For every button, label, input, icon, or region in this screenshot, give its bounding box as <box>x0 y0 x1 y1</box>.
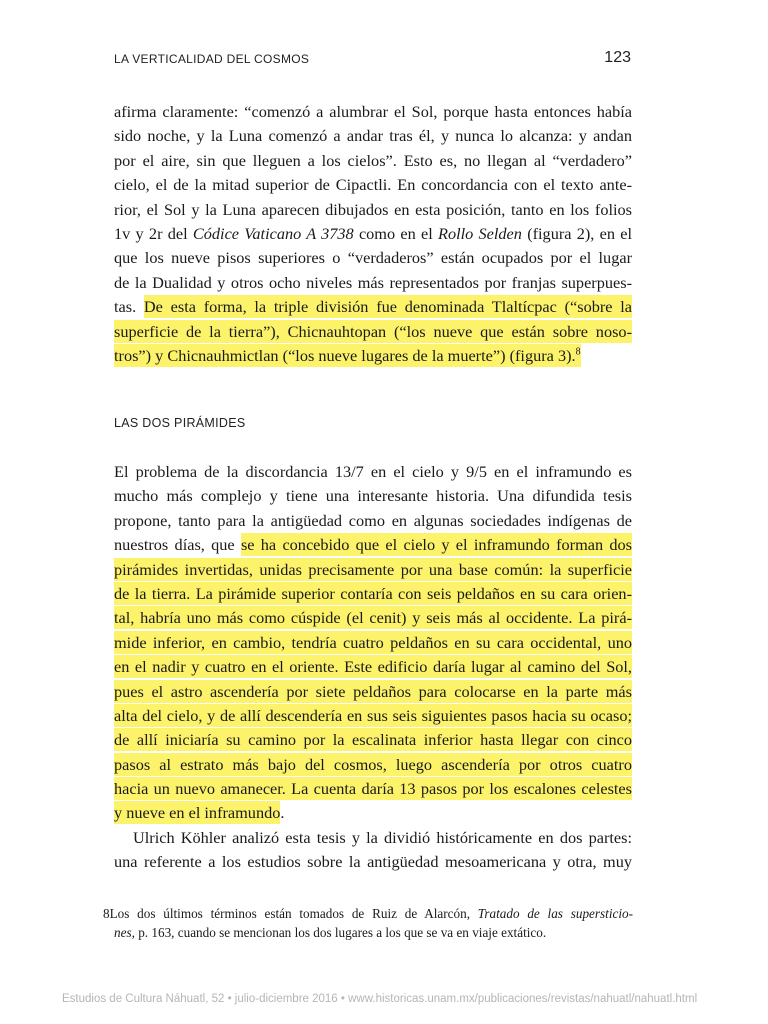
text-span: , p. 163, cuando se mencionan los dos lugares a los que se va en viaje extático. <box>131 925 547 940</box>
text-line <box>114 344 632 368</box>
text-line <box>114 558 632 582</box>
highlighted-text: y nueve en el inframundo <box>114 803 281 823</box>
highlighted-text: pues el astro ascendería por siete peldaños para colocarse en la parte más <box>114 681 632 701</box>
text-span: . <box>280 803 285 823</box>
text-line: sido noche, y la Luna comenzó a andar tras él, y nunca lo alcanza: y andan <box>114 126 632 146</box>
text-span: Ulrich Köhler analizó esta tesis y la dividió históricamente en dos partes: <box>133 828 632 847</box>
footnote-line <box>103 923 633 942</box>
highlighted-text: pirámides invertidas, unidas precisamente por una base común: la superficie <box>114 559 632 579</box>
text-line <box>114 631 632 655</box>
highlighted-text: alta del cielo, y de allí descendería en sus seis siguientes pasos hacia su ocaso; <box>114 705 632 725</box>
book-title-italic: nes <box>114 925 132 940</box>
text-line <box>114 320 632 344</box>
highlighted-text: en el nadir y cuatro en el oriente. Este edificio daría lugar al camino del Sol, <box>114 657 632 677</box>
running-head: LA VERTICALIDAD DEL COSMOS <box>114 52 310 66</box>
text-line <box>114 655 632 679</box>
text-line <box>114 826 632 850</box>
text-span: (figura 2), en el <box>521 223 633 243</box>
highlighted-text: mide inferior, en cambio, tendría cuatro peldaños en su cara occidental, uno <box>114 632 632 652</box>
highlighted-span: tros”) y Chicnauhmictlan (“los nueve lugares de la muerte”) (figura 3). <box>114 345 576 365</box>
text-line <box>114 704 632 728</box>
text-line <box>114 801 632 825</box>
text-line: de la Dualidad y otros ocho niveles más representados por franjas superpues- <box>114 272 632 292</box>
highlighted-text: superficie de la tierra”), Chicnauhtopan (“los nueve que están sobre noso- <box>114 321 632 341</box>
text-line <box>114 606 632 630</box>
text-line: que los nueve pisos superiores o “verdaderos” están ocupados por el lugar <box>114 248 632 268</box>
text-line <box>114 295 632 319</box>
text-line: El problema de la discordancia 13/7 en el cielo y 9/5 en el inframundo es <box>114 462 632 481</box>
footnote-ref: 8 <box>575 346 581 358</box>
text-line: propone, tanto para la antigüedad como en algunas sociedades indígenas de <box>114 510 632 530</box>
book-title-italic: Códice Vaticano A 3738 <box>192 223 354 243</box>
text-line <box>114 680 632 704</box>
highlighted-text <box>114 344 581 367</box>
book-title-italic: Tratado de las supersticio- <box>477 906 633 921</box>
page-number: 123 <box>604 49 631 66</box>
highlighted-text: De esta forma, la triple división fue denominada Tlaltícpac (“sobre la <box>143 297 632 317</box>
text-line: por el aire, sin que lleguen a los cielos”. Esto es, no llegan al “verdadero” <box>114 150 632 170</box>
text-line: mucho más complejo y tiene una interesante historia. Una difundida tesis <box>114 486 632 506</box>
body-paragraph-3 <box>114 826 632 875</box>
highlighted-text: de la tierra. La pirámide superior contaría con seis peldaños en su cara orien- <box>114 583 632 603</box>
highlighted-text: hacia un nuevo amanecer. La cuenta daría 13 pasos por los escalones celestes <box>114 779 632 799</box>
text-line <box>114 753 632 777</box>
text-line: cielo, el de la mitad superior de Cipactli. En concordancia con el texto ante- <box>114 175 632 195</box>
text-line <box>114 777 632 801</box>
text-span: 1v y 2r del <box>114 223 193 243</box>
footnote-line <box>103 904 633 923</box>
text-line: afirma claramente: “comenzó a alumbrar el Sol, porque hasta entonces había <box>114 102 632 121</box>
highlighted-text: de allí iniciaría su camino por la escalinata inferior hasta llegar con cinco <box>114 730 632 750</box>
footnote-number: 8 <box>103 906 110 921</box>
journal-footer: Estudios de Cultura Náhuatl, 52 • julio-diciembre 2016 • www.historicas.unam.mx/publicaciones/revistas/nahuatl/nahuatl.html <box>62 993 698 1005</box>
text-line <box>114 728 632 752</box>
highlighted-text: se ha concebido que el cielo y el inframundo forman dos <box>240 535 633 555</box>
text-span: Los dos últimos términos están tomados de Ruiz de Alarcón, <box>109 906 478 921</box>
highlighted-text: pasos al estrato más bajo del cosmos, luego ascendería por otros cuatro <box>114 754 632 774</box>
text-line <box>114 582 632 606</box>
text-line: una referente a los estudios sobre la antigüedad mesoamericana y otra, muy <box>114 852 632 872</box>
body-paragraph-2 <box>114 460 632 826</box>
section-heading: LAS DOS PIRÁMIDES <box>114 416 246 430</box>
text-span: como en el <box>353 223 438 243</box>
footnote <box>103 904 633 942</box>
body-paragraph-1 <box>114 100 632 368</box>
highlighted-text: tal, habría uno más como cúspide (el cenit) y seis más al occidente. La pirá- <box>114 608 632 628</box>
text-line <box>114 533 632 557</box>
text-span: tas. <box>114 297 144 317</box>
text-line <box>114 222 632 246</box>
text-span: nuestros días, que <box>114 535 241 555</box>
text-line: rior, el Sol y la Luna aparecen dibujados en esta posición, tanto en los folios <box>114 199 632 219</box>
book-title-italic: Rollo Selden <box>438 223 522 243</box>
